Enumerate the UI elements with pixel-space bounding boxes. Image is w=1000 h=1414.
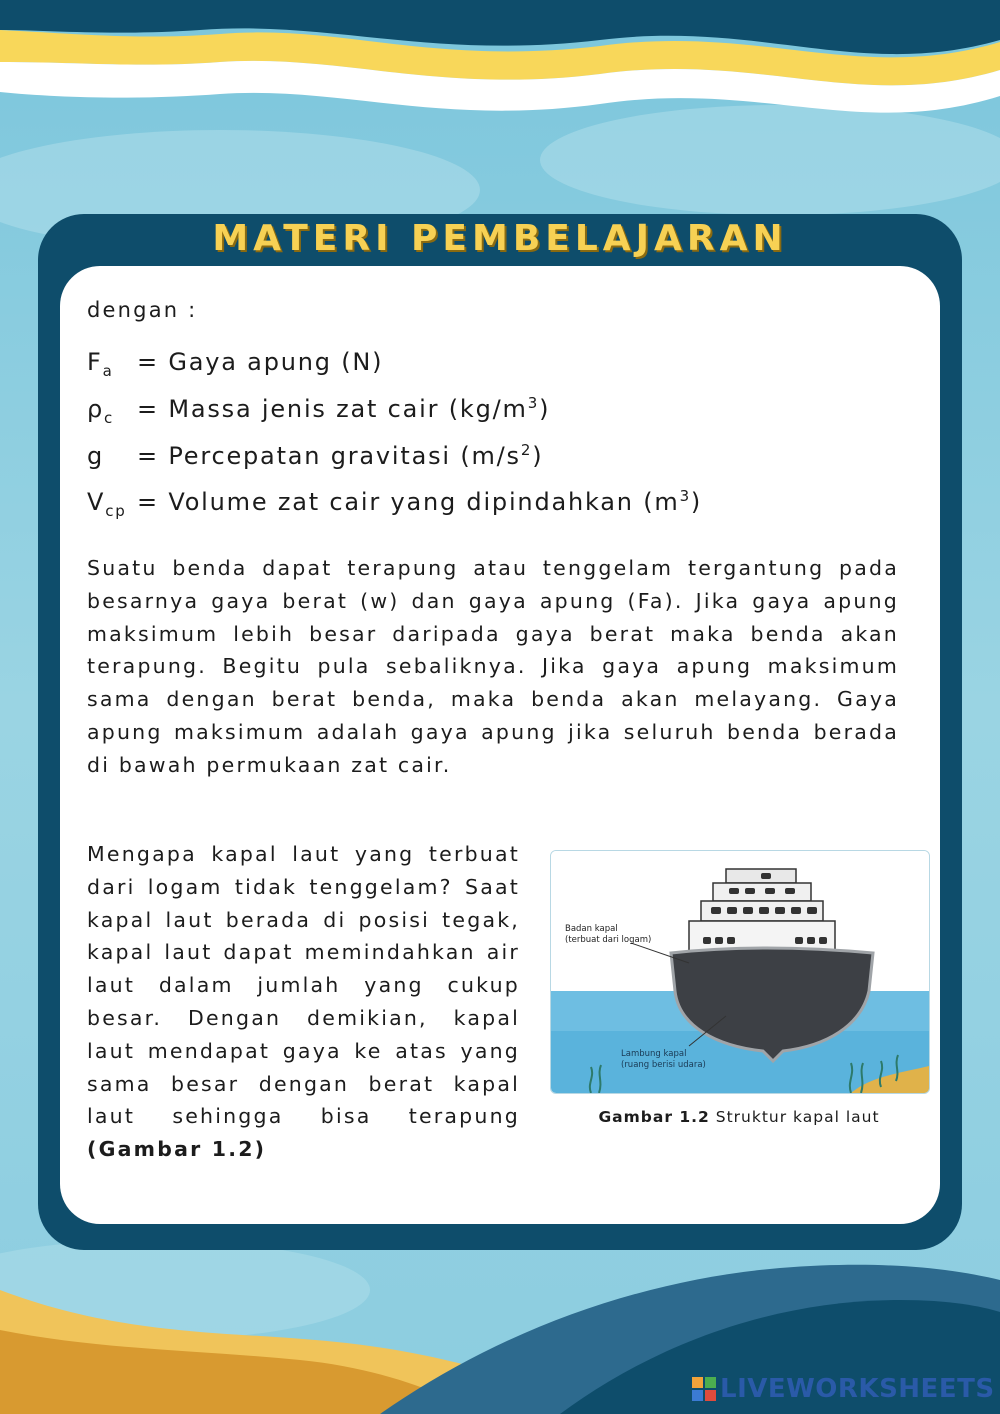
intro-label: dengan :	[87, 298, 198, 322]
ship-figure	[550, 850, 930, 1094]
label-hull-detail: (terbuat dari logam)	[565, 935, 652, 945]
definition-symbol: $F_a$	[87, 348, 114, 380]
label-belly-detail: (ruang berisi udara)	[621, 1060, 706, 1070]
figure-caption: Gambar 1.2 Struktur kapal laut	[598, 1108, 880, 1126]
ship-illustration	[551, 851, 929, 1093]
definition-symbol: $V_{cp}$	[87, 488, 127, 520]
label-belly: Lambung kapal	[621, 1049, 687, 1059]
watermark: LIVEWORKSHEETS	[720, 1374, 995, 1404]
definition-row: $\rho_c$ = Massa jenis zat cair $(kg/m^3)$	[87, 394, 551, 427]
definition-row: $V_{cp}$ = Volume zat cair yang dipindahkan $(m^3)$	[87, 487, 703, 520]
page-title: MATERI PEMBELAJARAN	[212, 218, 788, 259]
figure-reference: (Gambar 1.2)	[87, 1137, 267, 1162]
definition-symbol: $\rho_c$	[87, 395, 115, 427]
definition-row: g = Percepatan gravitasi $(m/s^2)$	[87, 441, 543, 474]
label-hull: Badan kapal	[565, 924, 618, 934]
definition-symbol: g	[87, 442, 105, 470]
liveworksheets-logo-icon	[692, 1377, 716, 1401]
definition-row: $F_a$ = Gaya apung (N)	[87, 348, 384, 380]
paragraph-ship: Mengapa kapal laut yang terbuat dari logam tidak tenggelam? Saat kapal laut berada di posisi tegak, kapal laut dapat memindahkan air laut dalam jumlah yang cukup besar. Dengan demikian, kapal laut mendapat gaya ke atas yang sama besar dengan berat kapal laut sehingga bisa terapung (Gambar 1.2)	[87, 842, 520, 1162]
paragraph-floating: Suatu benda dapat terapung atau tenggelam tergantung pada besarnya gaya berat (w) dan gaya apung (Fa). Jika gaya apung maksimum lebih besar daripada gaya berat maka benda akan terapung. Begitu pula sebaliknya. Jika gaya apung maksimum sama dengan berat benda, maka benda akan melayang. Gaya apung maksimum adalah gaya apung jika seluruh benda berada di bawah permukaan zat cair.	[87, 556, 899, 777]
